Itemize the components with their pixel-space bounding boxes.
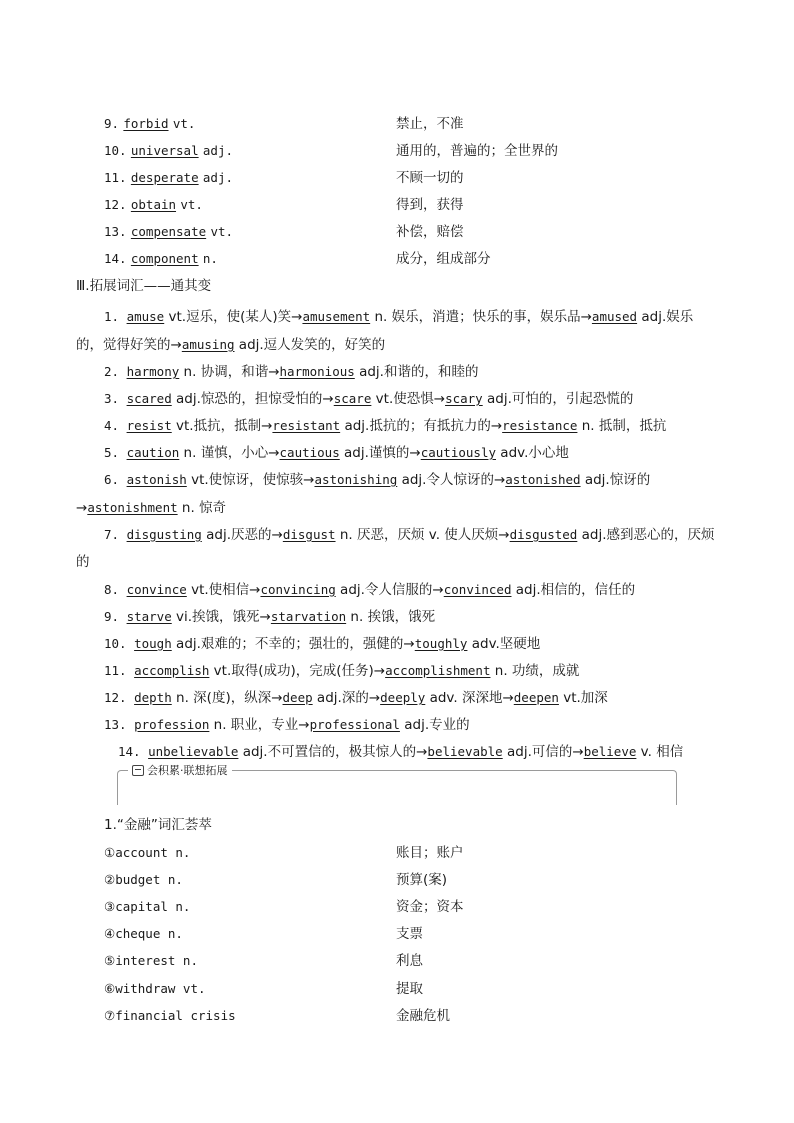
answer-word: accomplish [134, 663, 210, 678]
item-number: 13. [104, 224, 127, 239]
definition-text: vt.抵抗，抵制→ [171, 418, 273, 434]
definition-text: adj.令人惊讶的→ [397, 472, 506, 488]
definition-text: adj.感到恶心的，厌烦的 [76, 527, 715, 570]
finance-term: ②budget n. [104, 872, 183, 887]
finance-meaning: 提取 [396, 981, 423, 997]
definition-text: adj.抵抗的；有抵抗力的→ [340, 418, 503, 434]
finance-meaning: 资金；资本 [396, 899, 464, 915]
definition-text: vt.加深 [558, 690, 608, 706]
answer-word: unbelievable [148, 744, 239, 759]
definition-text: n. 挨饿，饿死 [346, 609, 436, 625]
expand-item [76, 630, 720, 658]
answer-word: astonished [505, 472, 581, 487]
answer-word: amuse [126, 309, 165, 324]
definition-text: vt.取得(成功)，完成(任务)→ [209, 663, 386, 679]
finance-meaning: 支票 [396, 926, 423, 942]
item-number: 13. [104, 717, 135, 732]
definition-text: adj.厌恶的→ [201, 527, 283, 543]
answer-word: deep [282, 690, 313, 705]
answer-word: disgusted [509, 527, 578, 542]
answer-word: amusement [302, 309, 371, 324]
vocab-meaning: 通用的，普遍的；全世界的 [396, 143, 558, 159]
answer-word: cautious [279, 445, 340, 460]
definition-text: adj.惊讶的→ [76, 472, 651, 516]
definition-text: adj.娱乐的，觉得好笑的→ [76, 309, 694, 353]
item-number: 7. [104, 527, 127, 542]
answer-word: deepen [513, 690, 559, 705]
answer-word: cautiously [420, 445, 496, 460]
definition-text: adj.逗人发笑的，好笑的 [234, 337, 386, 353]
finance-term: ⑤interest n. [104, 953, 198, 968]
expand-item [76, 711, 720, 739]
answer-word: amused [591, 309, 638, 324]
expand-item [76, 603, 720, 631]
answer-word: convinced [443, 582, 512, 597]
finance-term: ①account n. [104, 845, 191, 860]
definition-text: adj.可怕的，引起恐慌的 [482, 391, 634, 407]
part-of-speech: vt. [172, 116, 196, 131]
answer-word: disgusting [126, 527, 202, 542]
item-number: 12. [104, 197, 127, 212]
answer-word: professional [309, 717, 400, 732]
answer-word: disgust [282, 527, 336, 542]
answer-word: deeply [380, 690, 426, 705]
vocab-word: forbid [123, 116, 169, 131]
answer-word: astonish [126, 472, 187, 487]
definition-text: vi.挨饿，饿死→ [171, 609, 271, 625]
item-number: 8. [104, 582, 127, 597]
answer-word: scare [333, 391, 372, 406]
answer-word: harmony [126, 364, 180, 379]
answer-word: starvation [270, 609, 347, 624]
item-number: 9. [104, 116, 120, 131]
part-of-speech: adj. [202, 170, 234, 185]
section-heading: Ⅲ.拓展词汇——通其变 [76, 278, 212, 294]
finance-meaning: 金融危机 [396, 1008, 450, 1024]
definition-text: adj.可信的→ [502, 744, 584, 760]
part-of-speech: adj. [202, 143, 234, 158]
finance-term: ④cheque n. [104, 926, 183, 941]
answer-word: toughly [414, 636, 468, 651]
answer-word: convince [126, 582, 187, 597]
definition-text: adj.艰难的；不幸的；强壮的，强健的→ [171, 636, 415, 652]
item-number: 6. [104, 472, 127, 487]
tip-box-label [128, 764, 232, 778]
vocab-word: component [130, 251, 199, 266]
expand-item [76, 466, 720, 522]
expand-item [76, 358, 720, 386]
item-number: 11. [104, 663, 135, 678]
expand-item [76, 657, 720, 685]
answer-word: astonishment [87, 500, 178, 515]
item-number: 10. [104, 636, 135, 651]
vocab-item [104, 141, 233, 161]
answer-word: amusing [181, 337, 235, 352]
answer-word: resist [126, 418, 172, 433]
definition-text: n. 谨慎，小心→ [179, 445, 280, 461]
definition-text: n. 娱乐，消遣；快乐的事，娱乐品→ [370, 309, 592, 325]
answer-word: depth [134, 690, 172, 705]
definition-text: adj.专业的 [399, 717, 470, 733]
answer-word: believable [427, 744, 503, 759]
item-number: 10. [104, 143, 127, 158]
definition-text: n. 功绩，成就 [490, 663, 580, 679]
finance-term: ⑥withdraw vt. [104, 981, 206, 996]
vocab-item [104, 222, 233, 242]
definition-text: adv. 深深地→ [425, 690, 514, 706]
finance-meaning: 利息 [396, 953, 423, 969]
part-of-speech: n. [202, 251, 218, 266]
definition-text: adj.不可置信的，极其惊人的→ [238, 744, 428, 760]
vocab-item [104, 195, 203, 215]
expand-item [76, 439, 720, 467]
item-number: 4. [104, 418, 127, 433]
answer-word: tough [134, 636, 172, 651]
item-number: 14. [104, 251, 127, 266]
vocab-meaning: 补偿，赔偿 [396, 224, 464, 240]
answer-word: starve [126, 609, 172, 624]
definition-text: vt.使惊讶，使惊骇→ [186, 472, 315, 488]
vocab-item [104, 168, 233, 188]
item-number: 2. [104, 364, 127, 379]
definition-text: n. 协调，和谐→ [179, 364, 280, 380]
definition-text: v. 相信 [636, 744, 684, 760]
item-number: 14. [118, 744, 149, 759]
answer-word: astonishing [314, 472, 398, 487]
expand-item [90, 738, 730, 766]
part-of-speech: vt. [180, 197, 203, 212]
definition-text: adv.坚硬地 [467, 636, 541, 652]
answer-word: resistant [272, 418, 341, 433]
definition-text: vt.使相信→ [186, 582, 261, 598]
tip-box-text: 会积累·联想拓展 [147, 764, 228, 777]
vocab-item [104, 114, 195, 134]
answer-word: accomplishment [385, 663, 491, 678]
vocab-word: universal [130, 143, 199, 158]
definition-text: n. 惊奇 [177, 500, 227, 516]
vocab-item [104, 249, 218, 269]
definition-text: adv.小心地 [496, 445, 569, 461]
definition-text: adj.惊恐的，担惊受怕的→ [171, 391, 334, 407]
definition-text: n. 深(度)，纵深→ [171, 690, 283, 706]
finance-term: ⑦financial crisis [104, 1008, 236, 1023]
definition-text: adj.相信的，信任的 [511, 582, 636, 598]
answer-word: caution [126, 445, 180, 460]
part-of-speech: vt. [210, 224, 234, 239]
answer-word: believe [583, 744, 637, 759]
vocab-word: obtain [130, 197, 177, 212]
definition-text: n. 职业，专业→ [209, 717, 310, 733]
vocab-meaning: 不顾一切的 [396, 170, 464, 186]
vocab-meaning: 成分，组成部分 [396, 251, 491, 267]
answer-word: scary [445, 391, 483, 406]
definition-text: vt.使恐惧→ [371, 391, 446, 407]
finance-meaning: 预算(案) [396, 872, 448, 888]
finance-term: ③capital n. [104, 899, 191, 914]
answer-word: harmonious [279, 364, 355, 379]
definition-text: adj.令人信服的→ [335, 582, 444, 598]
answer-word: convincing [260, 582, 336, 597]
answer-word: profession [134, 717, 210, 732]
definition-text: adj.和谐的，和睦的 [354, 364, 479, 380]
item-number: 12. [104, 690, 135, 705]
item-number: 9. [104, 609, 127, 624]
vocab-meaning: 禁止，不准 [396, 116, 464, 132]
definition-text: n. 抵制，抵抗 [577, 418, 667, 434]
item-number: 11. [104, 170, 127, 185]
expand-item [76, 385, 720, 413]
definition-text: adj.谨慎的→ [339, 445, 421, 461]
expand-item [76, 521, 720, 576]
vocab-meaning: 得到，获得 [396, 197, 464, 213]
definition-text: vt.逗乐，使(某人)笑→ [164, 309, 303, 325]
vocab-word: desperate [130, 170, 199, 185]
definition-text: adj.深的→ [312, 690, 381, 706]
finance-meaning: 账目；账户 [396, 845, 464, 861]
expand-item [76, 684, 720, 712]
item-number: 1. [104, 309, 127, 324]
expand-item [76, 576, 720, 604]
expand-item [76, 412, 720, 440]
vocab-word: compensate [130, 224, 207, 239]
note-icon [132, 765, 144, 776]
item-number: 5. [104, 445, 127, 460]
answer-word: resistance [502, 418, 578, 433]
answer-word: scared [126, 391, 172, 406]
expand-item [76, 303, 720, 359]
item-number: 3. [104, 391, 127, 406]
definition-text: n. 厌恶，厌烦 v. 使人厌烦→ [335, 527, 510, 543]
finance-heading: 1.“金融”词汇荟萃 [104, 817, 212, 833]
